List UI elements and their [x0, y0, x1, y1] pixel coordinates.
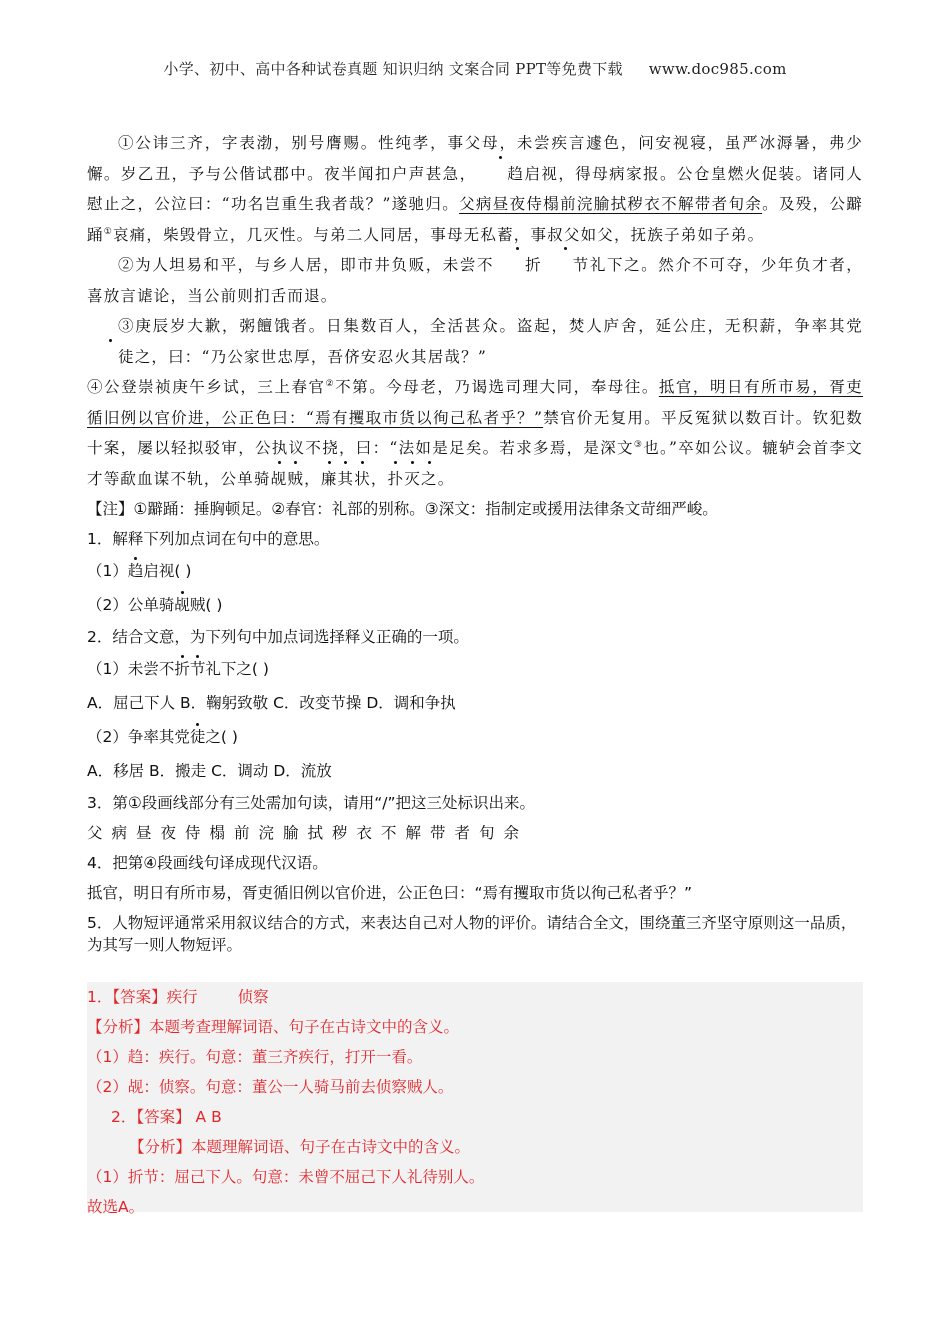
dotted-char: 状	[354, 464, 371, 495]
answer-2-analysis: 【分析】本题理解词语、句子在古诗文中的含义。	[129, 1138, 471, 1156]
header-url[interactable]: www.doc985.com	[648, 60, 787, 78]
footnote-mark: ③	[633, 439, 644, 450]
question-1: 1．解释下列加点词在句中的意思。	[87, 530, 330, 548]
dotted-char: 其	[338, 464, 355, 495]
text: （1）未尝不	[87, 660, 175, 678]
text: ①公讳三齐，字表渤，别号膺赐。性纯孝，事父母，未尝疾言遽色，问安视寝，虽严冰溽暑，弗少懈。岁乙丑，予与公偕试郡中。夜半闻扣户声甚急，	[87, 134, 863, 183]
footnote-mark: ①	[103, 226, 113, 237]
text: （1）	[87, 562, 128, 580]
footnote-mark: ②	[325, 378, 336, 389]
answer-section	[87, 982, 863, 1216]
passage-paragraph-3	[87, 311, 863, 372]
dotted-word: 趋	[477, 159, 525, 190]
text: 1．【答案】疾行	[87, 988, 198, 1006]
dotted-char: ，	[370, 469, 388, 488]
text: ②为人坦易和平，与乡人居，即市井负贩，未尝不	[118, 256, 495, 274]
dotted-char: 灭	[404, 464, 421, 495]
dotted-word: 徒	[189, 728, 206, 746]
annotation-note: 【注】①躃踊：捶胸顿足。②春官：礼部的别称。③深文：指制定或援用法律条文苛细严峻。	[87, 500, 718, 518]
question-2-item-1-options: A．屈己下人 B．鞠躬致敬 C．改变节操 D．调和争执	[87, 694, 456, 712]
text: 之，曰：“乃公家世忠厚，吾侪安忍火其居哉？”	[134, 347, 487, 366]
text: 贼( )	[189, 596, 223, 614]
question-2: 2．结合文意，为下列句中加点词选择释义正确的一项。	[87, 628, 469, 646]
text: （2）争率其党	[87, 728, 190, 746]
question-2-item-2	[87, 720, 863, 754]
dotted-char: ，	[304, 469, 321, 488]
text: 禁官价无复用。平反冤狱以数百计。钦犯数十案，屡以轻拟驳审，公执议不挠，曰：“法如是足矣。若求多焉，是深文	[87, 408, 863, 457]
answer-1-item-2: （2）觇：侦察。句意：董公一人骑马前去侦察贼人。	[87, 1078, 454, 1096]
text: 侦察	[237, 988, 269, 1006]
answer-1-heading	[87, 982, 863, 1012]
text: 礼下之。然介不可夺，少年负才者，喜放言谑论，当公前则扪舌而退。	[87, 256, 863, 305]
text: ④公登崇祯庚午乡试，三上春官	[87, 378, 326, 396]
question-1-item-2	[87, 588, 863, 622]
text: ③庚辰岁大歉，粥饘饿者。日集数百人，全活甚众。盗起，焚人庐舍，延公庄，无积薪，争率其党	[118, 317, 863, 335]
question-1-item-1	[87, 554, 863, 588]
text: 不第。今母老，乃谒选司理大同，奉母往。	[335, 378, 659, 396]
text: 启视( )	[143, 562, 192, 580]
dotted-word: 节	[542, 250, 590, 281]
underlined-sentence: 父病昼夜侍榻前浣腧拭秽衣不解带者旬余	[459, 195, 763, 213]
passage-paragraph-1	[87, 128, 863, 250]
answer-2-conclusion: 故选A。	[87, 1198, 145, 1216]
dotted-char: 贼	[287, 464, 304, 495]
dotted-phrase	[271, 470, 438, 488]
answer-1-analysis: 【分析】本题考查理解词语、句子在古诗文中的含义。	[87, 1018, 460, 1036]
passage-paragraph-2	[87, 250, 863, 311]
text: 之( )	[205, 728, 238, 746]
dotted-word: 徒	[87, 342, 135, 373]
dotted-char: 扑	[388, 464, 405, 495]
dotted-word: 节	[189, 660, 206, 678]
text: 启视，得母病家报。公仓皇燃火促装。诸同人慰止之，公泣曰：“功名岂重生我者哉？”遂驰归。	[87, 164, 863, 213]
question-3: 3．第①段画线部分有三处需加句读，请用“/”把这三处标识出来。	[87, 794, 536, 812]
answer-2-item-1: （1）折节：屈己下人。句意：未曾不屈己下人礼待别人。	[87, 1168, 485, 1186]
text: 哀痛，柴毁骨立，几灭性。与弟二人同居，事母无私蓄，事叔父如父，抚族子弟如子弟。	[112, 225, 765, 244]
page-header	[0, 58, 950, 79]
dotted-char: 觇	[271, 464, 288, 495]
question-4: 4．把第④段画线句译成现代汉语。	[87, 854, 328, 872]
passage-paragraph-4	[87, 372, 863, 494]
header-title: 小学、初中、高中各种试卷真题 知识归纳 文案合同 PPT等免费下载	[163, 60, 623, 78]
answer-2-heading: 2．【答案】 A B	[111, 1108, 222, 1126]
underlined-sentence: 抵官，明日有所市易，胥吏循旧例以官价进，公正色曰：“焉有攫取市货以徇己私者乎？”	[87, 378, 863, 427]
dotted-word: 折	[494, 250, 542, 281]
question-2-item-1	[87, 652, 863, 686]
dotted-char: 之	[421, 464, 438, 495]
text: （2）公单骑	[87, 596, 175, 614]
question-5: 5．人物短评通常采用叙议结合的方式，来表达自己对人物的评价。请结合全文，围绕董三齐坚守原则这一品质，为其写一则人物短评。	[87, 914, 857, 954]
question-3-text: 父病昼夜侍榻前浣腧拭秽衣不解带者旬余	[87, 824, 529, 842]
text: 礼下之( )	[205, 660, 269, 678]
dotted-char: 廉	[321, 464, 338, 495]
dotted-word: 觇	[174, 596, 190, 614]
text: 。	[437, 469, 455, 488]
text: 。及殁，公躃踊	[87, 195, 864, 244]
dotted-word: 趋	[127, 562, 144, 580]
answer-1-item-1: （1）趋：疾行。句意：董三齐疾行，打开一看。	[87, 1048, 423, 1066]
dotted-word: 折	[174, 660, 190, 678]
question-4-text: 抵官，明日有所市易，胥吏循旧例以官价进，公正色曰：“焉有攫取市货以徇己私者乎？”	[87, 884, 693, 902]
text: 也。”卒如公议。辘轳会首李文才等歃血谋不轨，公单骑	[87, 439, 863, 488]
question-2-item-2-options: A．移居 B．搬走 C．调动 D．流放	[87, 762, 332, 780]
passage-and-questions	[87, 128, 863, 960]
